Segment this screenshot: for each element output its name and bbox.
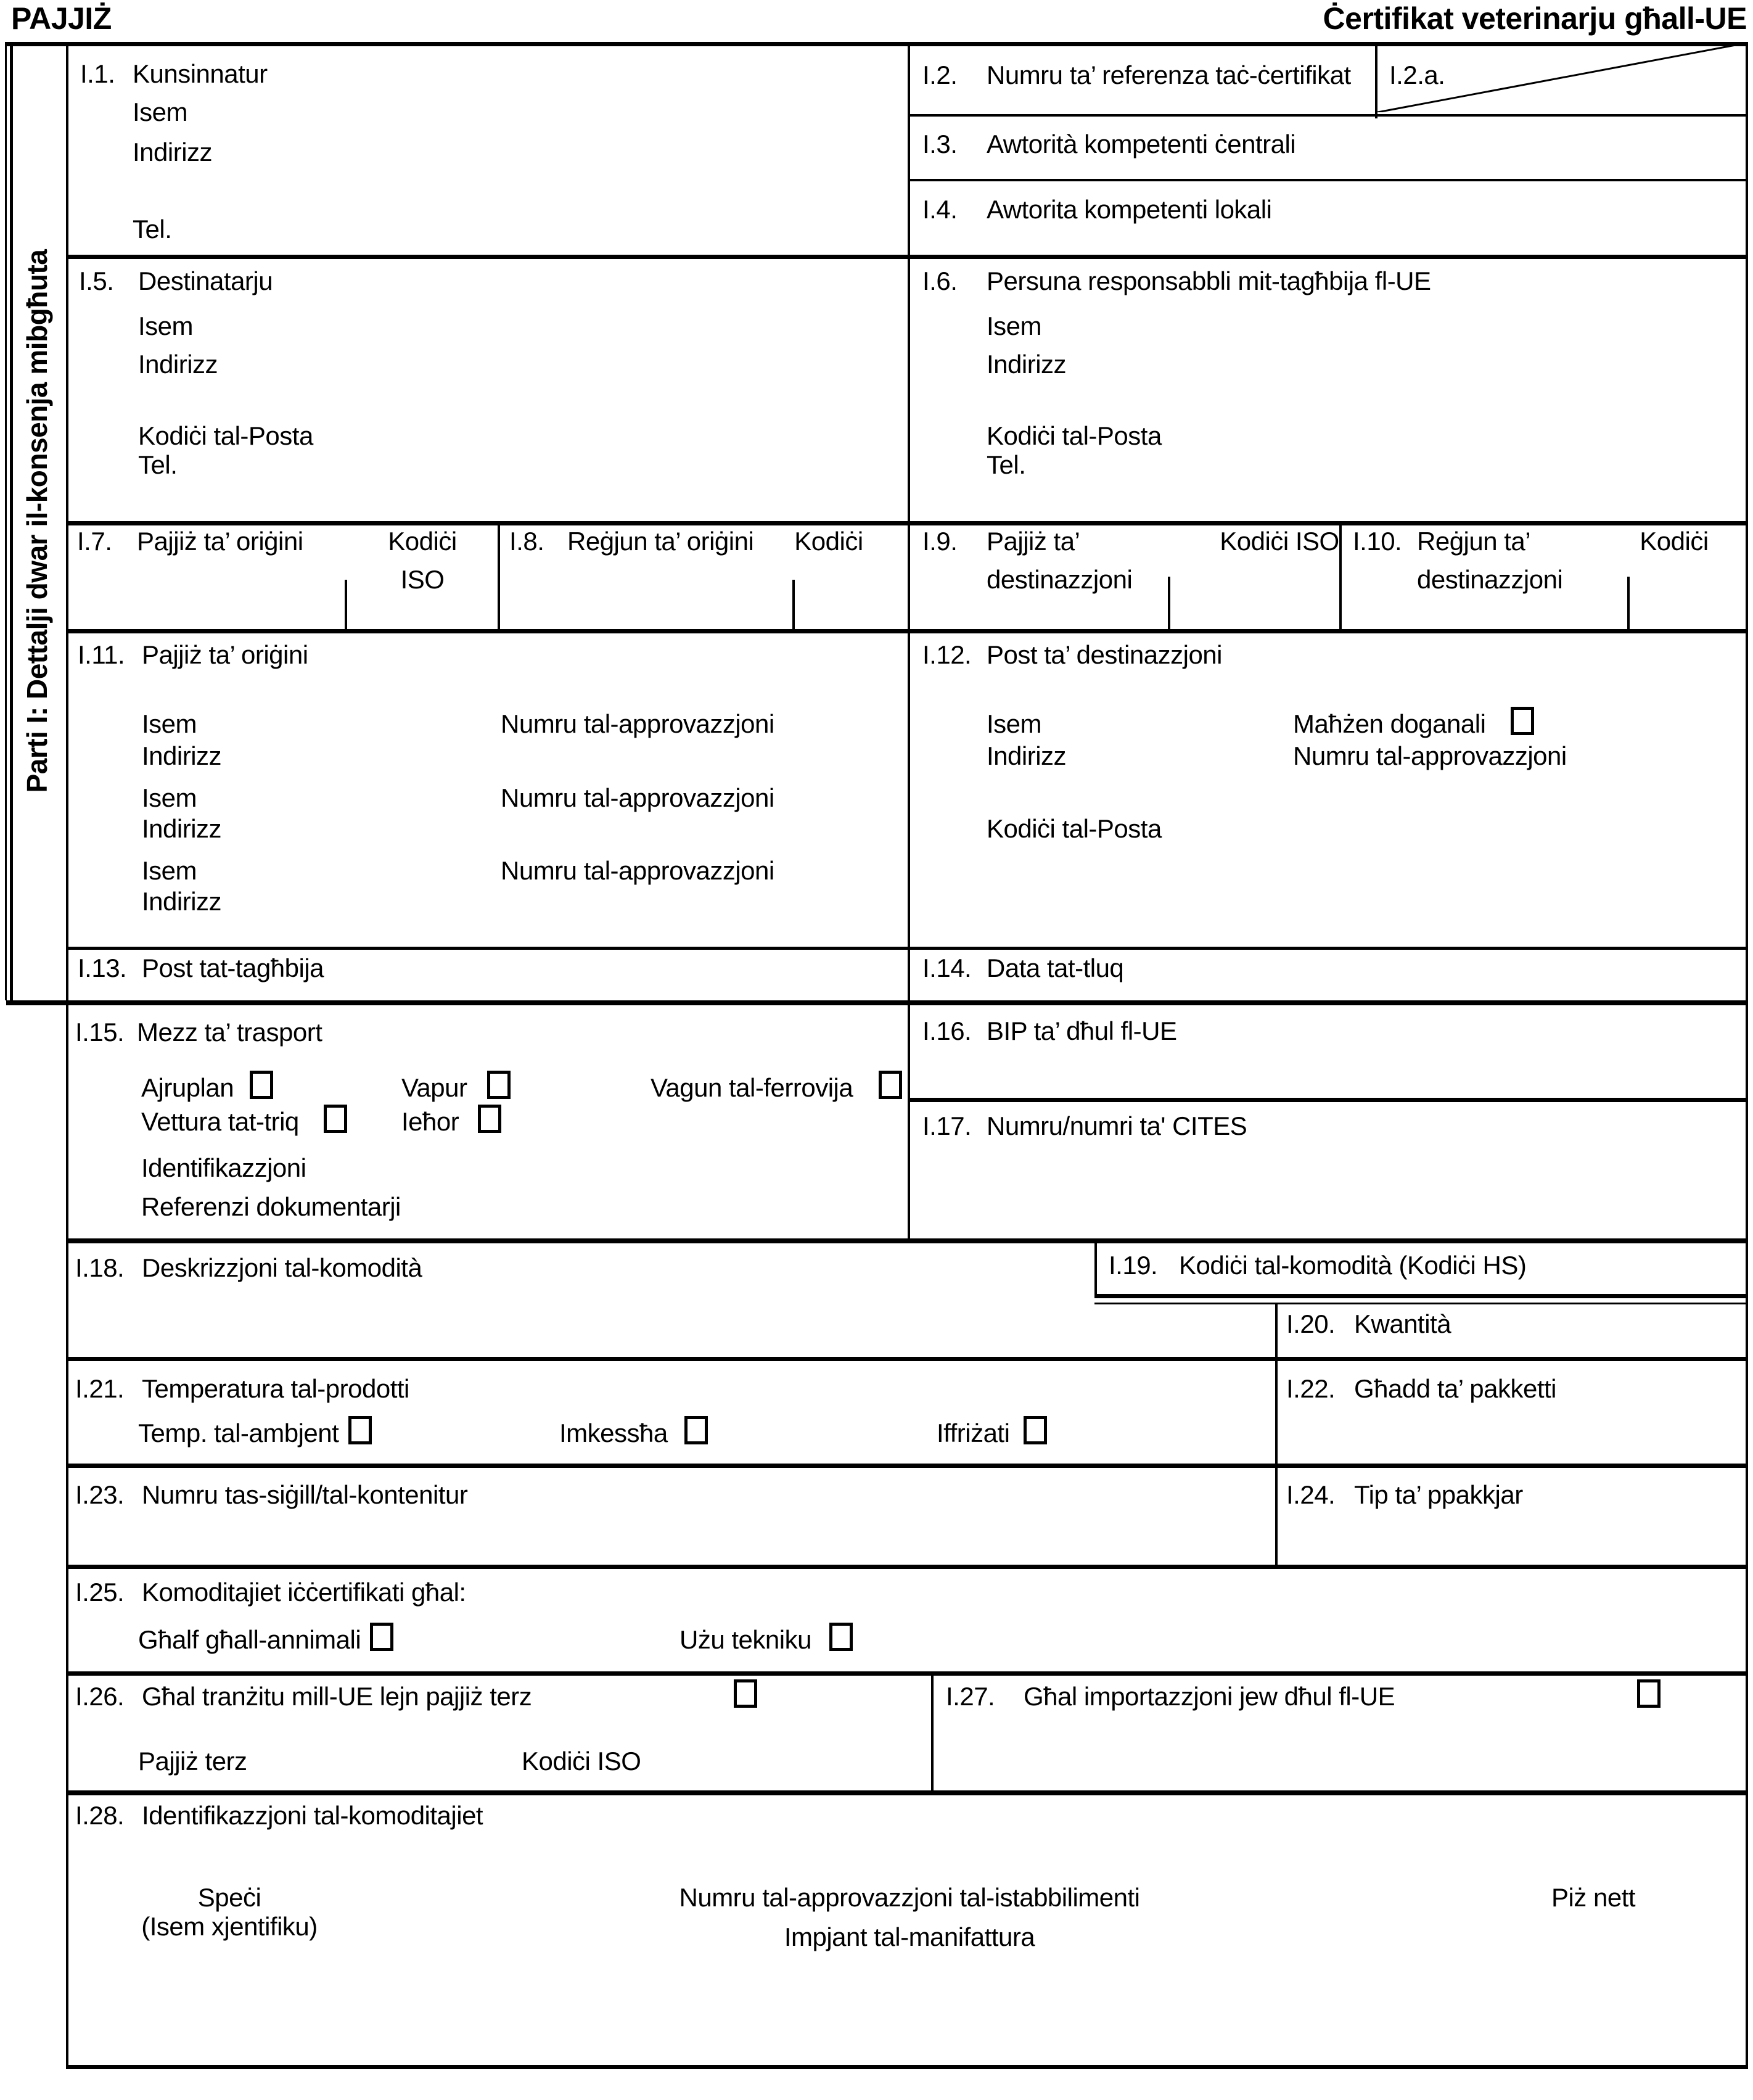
i6-tel-label: Tel. <box>987 450 1026 479</box>
i25-label: Komoditajiet iċċertifikati għal: <box>142 1578 466 1607</box>
i15-railway-wagon-label: Vagun tal-ferrovija <box>651 1073 853 1102</box>
i11-num: I.11. <box>78 640 125 669</box>
i28-species-header: Speċi <box>197 1883 261 1912</box>
i16-label: BIP ta’ dħul fl-UE <box>987 1016 1177 1045</box>
i8-label: Reġjun ta’ oriġini <box>567 527 754 556</box>
i7-code-partial-divider <box>345 580 347 633</box>
i11-address2-label: Indirizz <box>142 814 222 843</box>
i15-railway-wagon-checkbox[interactable] <box>879 1071 902 1099</box>
part-one-bottom-divider <box>6 1000 1748 1005</box>
table-right-border <box>1746 42 1748 2069</box>
i7-num: I.7. <box>77 527 112 556</box>
i7-i8-divider <box>498 521 500 629</box>
i26-transit-checkbox[interactable] <box>734 1679 757 1708</box>
country-heading: PAJJIŻ <box>11 1 112 36</box>
i8-code-partial-divider <box>792 580 795 633</box>
i11-address3-label: Indirizz <box>142 887 222 916</box>
i15-ship-label: Vapur <box>401 1073 467 1102</box>
i12-label: Post ta’ destinazzjoni <box>987 640 1222 669</box>
i7-iso-code-label: Kodiċi <box>388 527 457 556</box>
i15-ship-checkbox[interactable] <box>487 1071 511 1099</box>
i11-address1-label: Indirizz <box>142 741 222 770</box>
i12-name-label: Isem <box>987 709 1042 738</box>
i10-label2: destinazzjoni <box>1417 565 1563 594</box>
row-divider-9 <box>66 1671 1748 1676</box>
i20-label: Kwantità <box>1354 1309 1451 1338</box>
i25-technical-use-checkbox[interactable] <box>829 1623 853 1651</box>
i19-left-border <box>1094 1238 1097 1298</box>
row-divider-5 <box>66 1238 1748 1243</box>
i11-approval2-label: Numru tal-approvazzjoni <box>501 783 774 812</box>
i17-label: Numru/numri ta' CITES <box>987 1111 1247 1140</box>
i3-label: Awtorità kompetenti ċentrali <box>987 130 1296 159</box>
i24-num: I.24. <box>1286 1480 1336 1509</box>
i9-label: Pajjiż ta’ <box>987 527 1080 556</box>
i14-label: Data tat-tluq <box>987 953 1124 982</box>
i5-label: Destinatarju <box>138 266 273 295</box>
i28-net-weight-header: Piż nett <box>1551 1883 1636 1912</box>
i15-other-checkbox[interactable] <box>478 1105 501 1133</box>
i15-num: I.15. <box>75 1018 125 1047</box>
i21-chilled-checkbox[interactable] <box>684 1416 708 1444</box>
i10-num: I.10. <box>1353 527 1402 556</box>
i2-label: Numru ta’ referenza taċ-ċertifikat <box>987 60 1351 89</box>
i13-num: I.13. <box>78 953 127 982</box>
row-divider-8 <box>66 1565 1748 1569</box>
i27-import-checkbox[interactable] <box>1637 1679 1661 1708</box>
band-inner-border <box>10 42 13 1000</box>
i6-name-label: Isem <box>987 311 1042 340</box>
i26-i27-divider <box>931 1671 934 1790</box>
i12-num: I.12. <box>922 640 972 669</box>
i12-customs-warehouse-label: Maħżen doganali <box>1293 709 1486 738</box>
i26-label: Għal tranżitu mill-UE lejn pajjiż terz <box>142 1682 532 1711</box>
i21-frozen-label: Iffriżati <box>937 1419 1010 1447</box>
table-left-border <box>66 42 68 2069</box>
i1-name-label: Isem <box>133 97 188 126</box>
i21-frozen-checkbox[interactable] <box>1024 1416 1047 1444</box>
i2-num: I.2. <box>922 60 958 89</box>
i27-label: Għal importazzjoni jew dħul fl-UE <box>1024 1682 1395 1711</box>
i15-airplane-checkbox[interactable] <box>250 1071 273 1099</box>
i22-num: I.22. <box>1286 1374 1336 1403</box>
i27-num: I.27. <box>946 1682 995 1711</box>
i10-label: Reġjun ta’ <box>1417 527 1531 556</box>
i28-label: Identifikazzjoni tal-komoditajiet <box>142 1801 483 1830</box>
i20-num: I.20. <box>1286 1309 1336 1338</box>
i25-num: I.25. <box>75 1578 125 1607</box>
i3-num: I.3. <box>922 130 958 159</box>
i8-num: I.8. <box>509 527 544 556</box>
i11-label: Pajjiż ta’ oriġini <box>142 640 308 669</box>
i10-code-label: Kodiċi <box>1640 527 1709 556</box>
i26-iso-code-label: Kodiċi ISO <box>522 1747 641 1776</box>
i21-ambient-checkbox[interactable] <box>348 1416 372 1444</box>
i15-road-vehicle-checkbox[interactable] <box>324 1105 347 1133</box>
center-column-divider <box>908 42 910 1238</box>
i11-approval3-label: Numru tal-approvazzjoni <box>501 856 774 885</box>
i16-num: I.16. <box>922 1016 972 1045</box>
i19-bottom-thin-line <box>1094 1303 1748 1304</box>
i7-label: Pajjiż ta’ oriġini <box>137 527 303 556</box>
row-divider-10 <box>66 1790 1748 1795</box>
i1-label: Kunsinnatur <box>133 59 268 88</box>
i5-postcode-label: Kodiċi tal-Posta <box>138 421 313 450</box>
i23-num: I.23. <box>75 1480 125 1509</box>
row-divider-7 <box>66 1464 1748 1468</box>
i26-third-country-label: Pajjiż terz <box>138 1747 247 1776</box>
row-divider-4 <box>66 947 1748 950</box>
i6-postcode-label: Kodiċi tal-Posta <box>987 421 1162 450</box>
page-title: Ċertifikat veterinarju għall-UE <box>1323 1 1747 36</box>
i16-i17-divider <box>908 1098 1748 1102</box>
i13-label: Post tat-tagħbija <box>142 953 324 982</box>
i19-num: I.19. <box>1109 1251 1158 1280</box>
right-subcolumn-divider <box>1275 1303 1278 1565</box>
i4-num: I.4. <box>922 195 958 224</box>
i12-customs-warehouse-checkbox[interactable] <box>1511 707 1534 735</box>
i11-name1-label: Isem <box>142 709 197 738</box>
i9-code-partial-divider <box>1168 577 1170 633</box>
i21-chilled-label: Imkessħa <box>559 1419 668 1447</box>
i6-address-label: Indirizz <box>987 350 1067 379</box>
i6-num: I.6. <box>922 266 958 295</box>
i9-num: I.9. <box>922 527 958 556</box>
i15-identification-label: Identifikazzjoni <box>141 1153 306 1182</box>
i11-name2-label: Isem <box>142 783 197 812</box>
i24-label: Tip ta’ ppakkjar <box>1354 1480 1523 1509</box>
i12-address-label: Indirizz <box>987 741 1067 770</box>
i10-code-partial-divider <box>1627 577 1630 633</box>
i3-i4-divider <box>908 179 1748 181</box>
i11-name3-label: Isem <box>142 856 197 885</box>
i28-scientific-name-header: (Isem xjentifiku) <box>141 1912 318 1941</box>
i4-label: Awtorita kompetenti lokali <box>987 195 1272 224</box>
row-divider-2 <box>66 521 1748 525</box>
i9-i10-divider <box>1339 521 1342 629</box>
i28-num: I.28. <box>75 1801 125 1830</box>
i2-i3-divider <box>908 114 1748 117</box>
i15-road-vehicle-label: Vettura tat-triq <box>141 1107 299 1136</box>
i19-bottom-thick-line <box>1094 1294 1748 1298</box>
i5-name-label: Isem <box>138 311 194 340</box>
i2a-num: I.2.a. <box>1389 60 1445 89</box>
i17-num: I.17. <box>922 1111 972 1140</box>
i1-address-label: Indirizz <box>133 138 213 167</box>
row-divider-6 <box>66 1357 1748 1361</box>
i9-iso-code-label: Kodiċi ISO <box>1220 527 1339 556</box>
i9-label2: destinazzjoni <box>987 565 1133 594</box>
i25-animal-feed-label: Għalf għall-annimali <box>138 1625 361 1654</box>
i25-technical-use-label: Użu tekniku <box>679 1625 811 1654</box>
i5-address-label: Indirizz <box>138 350 218 379</box>
i28-approval-number-header: Numru tal-approvazzjoni tal-istabbilimenti <box>679 1883 1140 1912</box>
i1-tel-label: Tel. <box>133 215 172 244</box>
i28-manufacturing-plant-header: Impjant tal-manifattura <box>784 1922 1035 1951</box>
i12-approval-label: Numru tal-approvazzjoni <box>1293 741 1567 770</box>
i15-airplane-label: Ajruplan <box>141 1073 234 1102</box>
i5-num: I.5. <box>79 266 114 295</box>
i21-ambient-label: Temp. tal-ambjent <box>138 1419 339 1447</box>
i15-other-label: Ieħor <box>401 1107 459 1136</box>
table-bottom-border <box>66 2065 1748 2069</box>
part-one-side-label: Parti I: Dettalji dwar il-konsenja mibgħuta <box>21 249 53 793</box>
i11-approval1-label: Numru tal-approvazzjoni <box>501 709 774 738</box>
i5-tel-label: Tel. <box>138 450 178 479</box>
i19-label: Kodiċi tal-komodità (Kodiċi HS) <box>1179 1251 1527 1280</box>
band-outer-border <box>5 42 7 1000</box>
i21-num: I.21. <box>75 1374 125 1403</box>
i6-label: Persuna responsabbli mit-tagħbija fl-UE <box>987 266 1431 295</box>
row-divider-3 <box>66 629 1748 633</box>
i8-code-label: Kodiċi <box>794 527 863 556</box>
i1-num: I.1. <box>80 59 115 88</box>
i21-label: Temperatura tal-prodotti <box>142 1374 409 1403</box>
row-divider-1 <box>66 255 1748 259</box>
i15-label: Mezz ta’ trasport <box>137 1018 322 1047</box>
i18-label: Deskrizzjoni tal-komodità <box>142 1253 422 1282</box>
i26-num: I.26. <box>75 1682 125 1711</box>
i18-num: I.18. <box>75 1253 125 1282</box>
i25-animal-feed-checkbox[interactable] <box>370 1623 393 1651</box>
i23-label: Numru tas-siġill/tal-kontenitur <box>142 1480 468 1509</box>
i7-iso-code-label2: ISO <box>400 565 445 594</box>
i14-num: I.14. <box>922 953 972 982</box>
i12-postcode-label: Kodiċi tal-Posta <box>987 814 1162 843</box>
i15-doc-references-label: Referenzi dokumentarji <box>141 1192 401 1221</box>
i22-label: Għadd ta’ pakketti <box>1354 1374 1556 1403</box>
